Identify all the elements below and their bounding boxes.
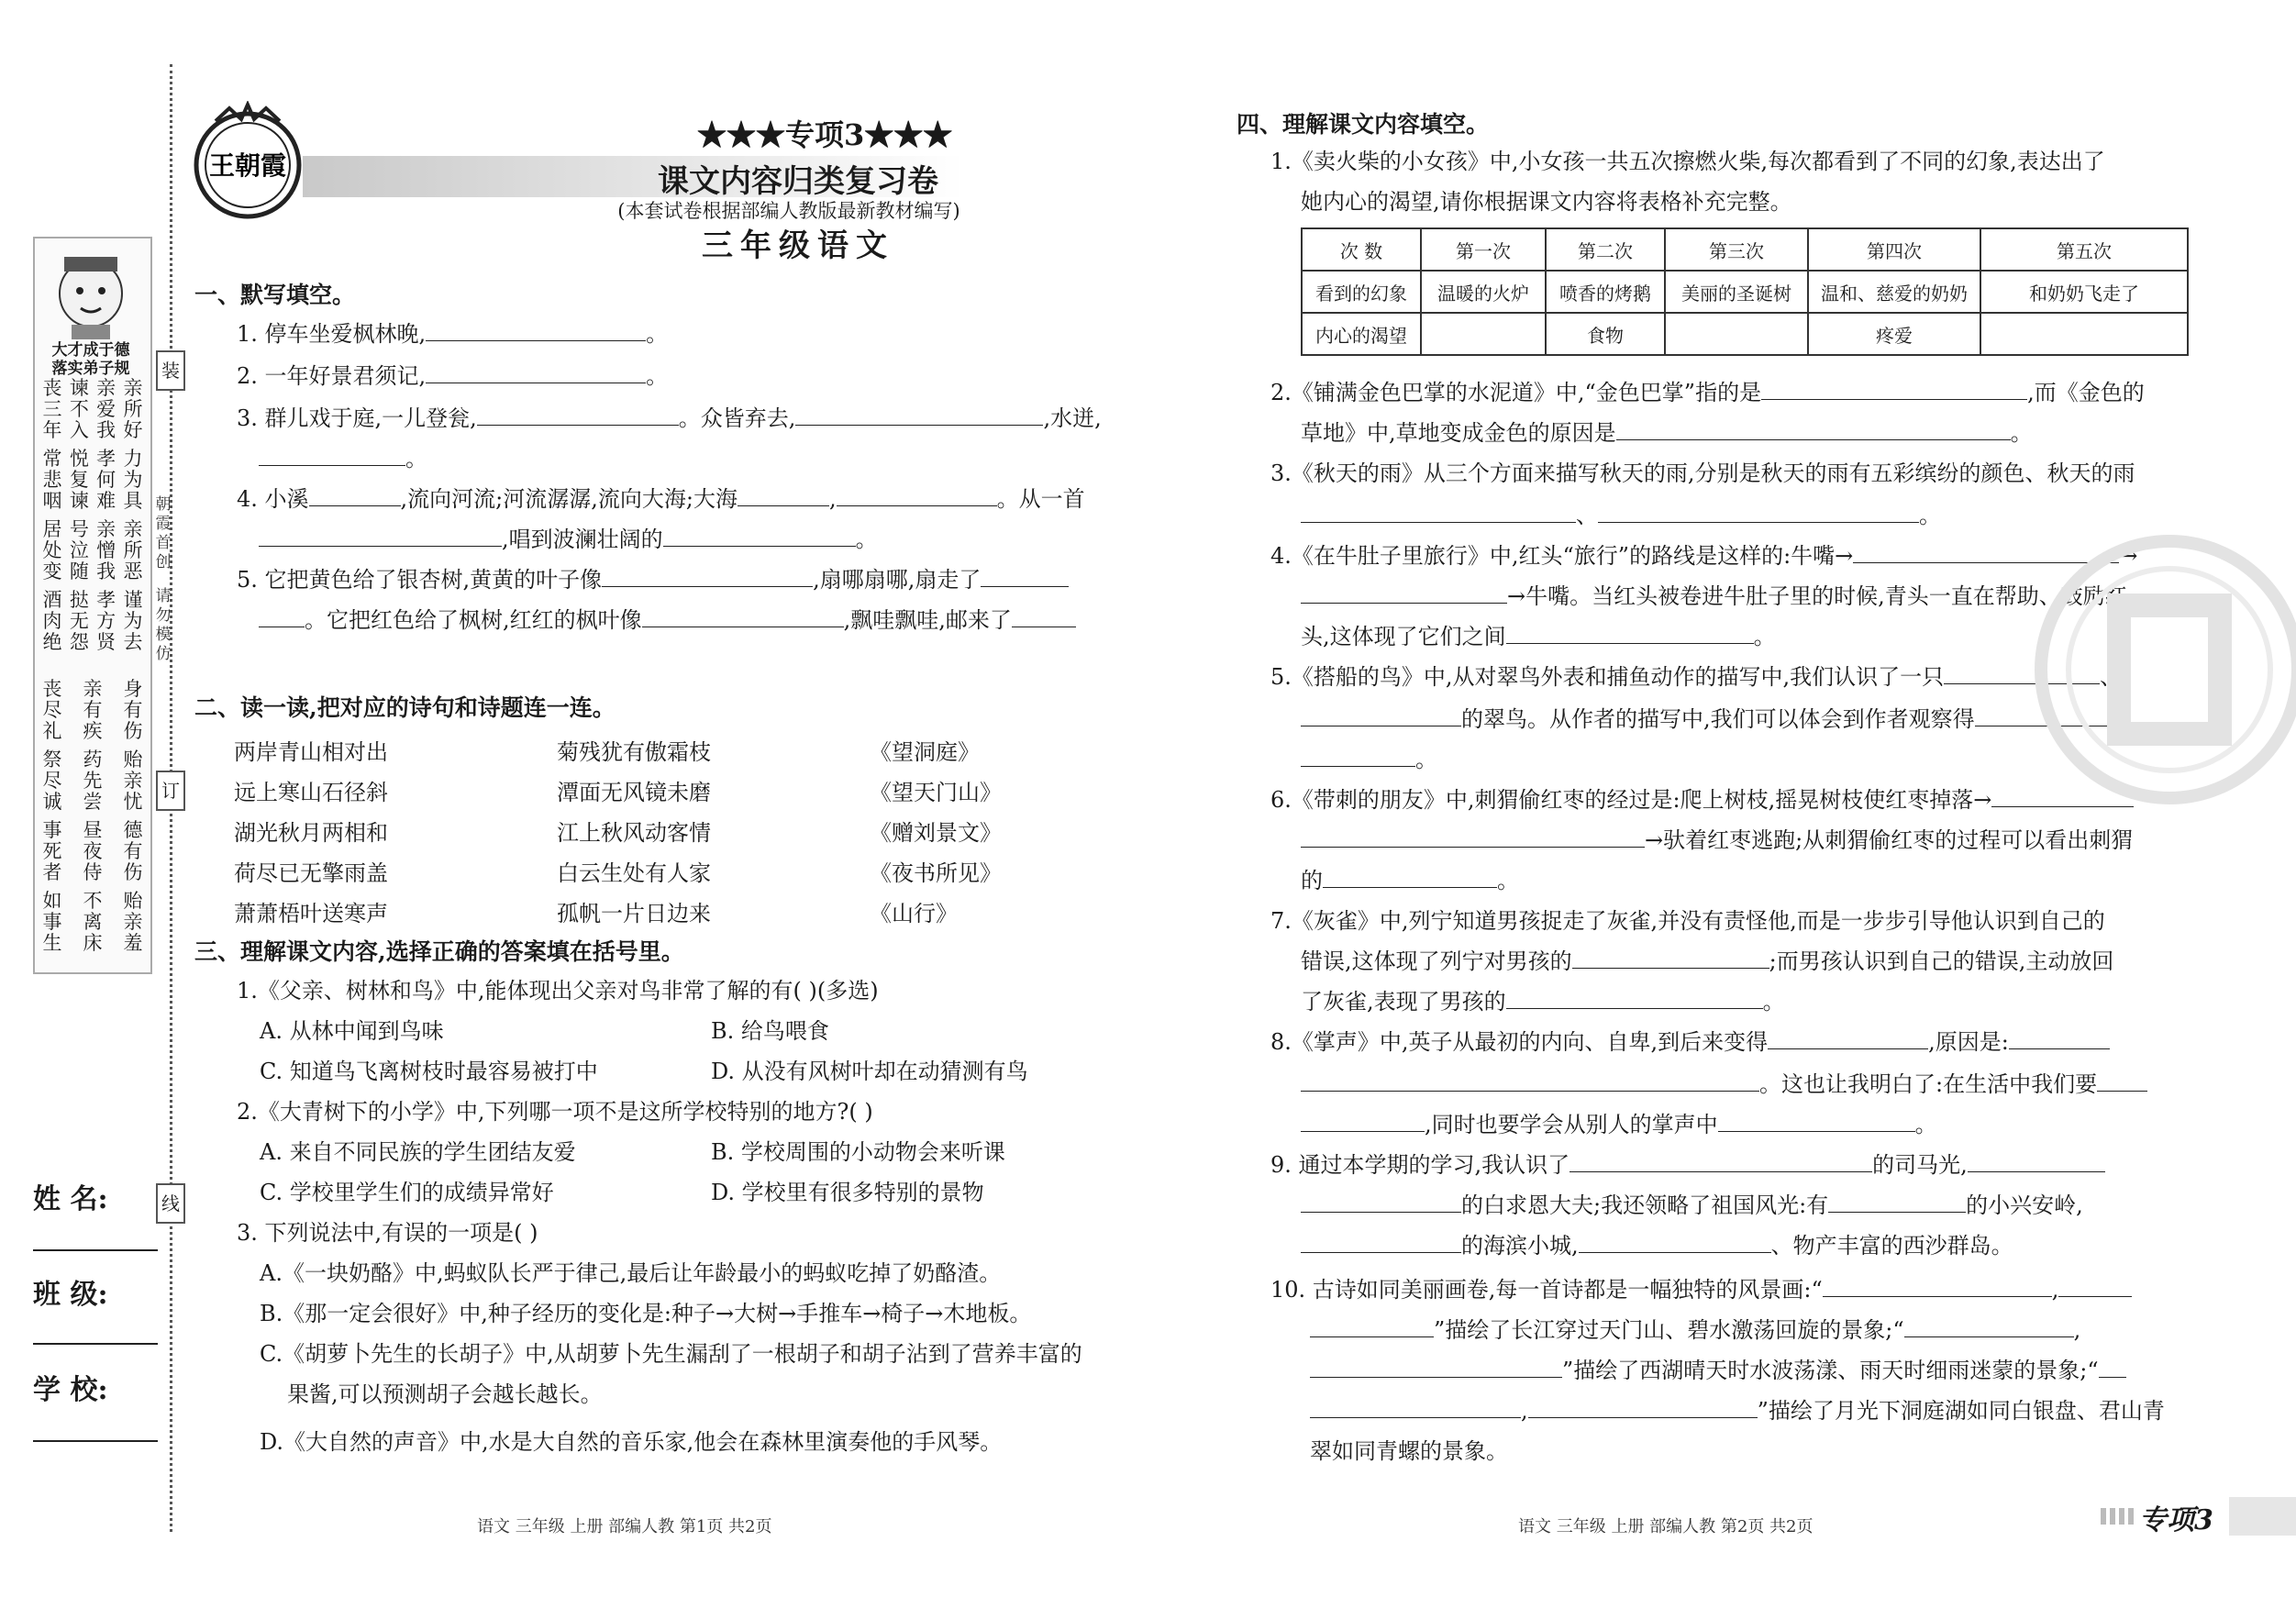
text: 。众皆弃去, [678, 405, 796, 431]
section4-title: 四、理解课文内容填空。 [1237, 111, 1490, 138]
text: 。 [1762, 989, 1785, 1015]
s3-q2-opt-c[interactable]: C. 学校里学生们的成绩异常好 [260, 1180, 554, 1205]
text: 的翠鸟。从作者的描写中,我们可以体会到作者观察得 [1461, 706, 1975, 732]
answer-blank[interactable] [1301, 1232, 1461, 1253]
text: 5. 它把黄色给了银杏树,黄黄的叶子像 [237, 567, 603, 593]
text: 了灰雀,表现了男孩的 [1301, 989, 1506, 1015]
s4-q4 [1270, 541, 2137, 571]
text: ”描绘了长江穿过天门山、碧水激荡回旋的景象;“ [1434, 1317, 1904, 1343]
s1-q5-cont [259, 605, 1076, 635]
proverb-segment: 亲所好 [123, 377, 143, 441]
proverb-column [42, 679, 62, 954]
answer-blank[interactable] [738, 485, 829, 506]
text: →驮着红枣逃跑;从刺猬偷红枣的过程可以看出刺猬 [1645, 827, 2134, 853]
mascot-icon [37, 240, 145, 341]
s4-q6-cont2 [1301, 866, 1519, 895]
section3-title: 三、理解课文内容,选择正确的答案填在括号里。 [194, 938, 684, 965]
text: 。 [1415, 747, 1437, 772]
proverb-segment: 身有伤 [123, 678, 143, 742]
text: 、 [1576, 503, 1598, 528]
s3-q1-opt-b[interactable]: B. 给鸟喂食 [711, 1018, 829, 1044]
text: 。 [405, 446, 427, 471]
s4-q7-cont2 [1301, 987, 1785, 1016]
text: 4.《在牛肚子里旅行》中,红头“旅行”的路线是这样的:牛嘴→ [1270, 543, 1854, 569]
poem-line-second[interactable]: 白云生处有人家 [557, 860, 711, 886]
table-cell: 温暖的火炉 [1421, 271, 1546, 313]
text: 、物产丰富的西沙群岛。 [1770, 1233, 2013, 1259]
s1-q5 [237, 565, 1069, 594]
s4-q8-cont2 [1301, 1110, 1937, 1139]
s4-q4-cont2 [1301, 622, 1776, 651]
text: 、 [2100, 664, 2123, 690]
name-label: 姓 名: [33, 1183, 108, 1215]
s4-q3: 3.《秋天的雨》从三个方面来描写秋天的雨,分别是秋天的雨有五彩缤纷的颜色、秋天的雨 [1270, 460, 2135, 486]
s3-q2: 2.《大青树下的小学》中,下列哪一项不是这所学校特别的地方?( ) [237, 1099, 873, 1125]
table-header-row [1302, 228, 2188, 271]
answer-blank[interactable] [2097, 1070, 2147, 1092]
s4-q3-cont [1301, 501, 1941, 530]
s4-q5-cont [1301, 704, 2131, 734]
answer-blank[interactable] [1301, 582, 1507, 604]
answer-blank[interactable] [2058, 1276, 2132, 1297]
class-line[interactable] [33, 1343, 158, 1345]
text: 。 [1919, 503, 1941, 528]
text: 10. 古诗如同美丽画卷,每一首诗都是一幅独特的风景画:“ [1270, 1277, 1823, 1303]
answer-blank[interactable] [1828, 1192, 1966, 1213]
poem-line-second[interactable]: 菊残犹有傲霜枝 [557, 739, 711, 765]
s3-q2-opt-a[interactable]: A. 来自不同民族的学生团结友爱 [260, 1139, 576, 1165]
s4-q5 [1270, 662, 2122, 692]
table-cell: 温和、慈爱的奶奶 [1808, 271, 1980, 313]
proverb-segment: 如事生 [42, 890, 62, 954]
binding-note-1: 朝霞首创 [155, 495, 172, 571]
answer-blank[interactable] [1012, 606, 1076, 627]
s4-q8-cont [1301, 1070, 2147, 1099]
s4-q4-cont [1301, 582, 2127, 611]
proverb-segment: 事死者 [42, 819, 62, 883]
s4-q10-cont3 [1310, 1396, 2165, 1425]
s4-q8 [1270, 1027, 2110, 1057]
poem-titles [870, 732, 1002, 934]
table-cell: 看到的幻象 [1302, 271, 1421, 313]
poem-lines-a [234, 732, 388, 934]
table-row [1302, 313, 2188, 355]
text: ,扇哪扇哪,扇走了 [813, 567, 982, 593]
text: 。 [855, 527, 878, 552]
text: 。从一首 [996, 486, 1085, 512]
s4-q9-cont2 [1301, 1231, 2013, 1260]
binding-char-ding: 订 [156, 771, 185, 811]
s3-q3-opt-a[interactable]: A.《一块奶酪》中,蚂蚁队长严于律己,最后让年龄最小的蚂蚁吃掉了奶酪渣。 [260, 1260, 1002, 1286]
poem-line-second[interactable]: 孤帆一片日边来 [557, 901, 711, 926]
s4-q7-cont [1301, 947, 2113, 976]
text: 8.《掌声》中,英子从最初的内向、自卑,到后来变得 [1270, 1029, 1769, 1055]
proverb-column [96, 378, 116, 653]
s4-q9 [1270, 1150, 2105, 1180]
answer-blank[interactable] [1301, 826, 1645, 848]
table-answer-cell[interactable] [1980, 313, 2188, 355]
proverb-segment: 号泣随 [69, 518, 89, 582]
answer-blank[interactable] [309, 485, 401, 506]
text: 6.《带刺的朋友》中,刺猬偷红枣的经过是:爬上树枝,摇晃树枝使红枣掉落→ [1270, 787, 1992, 813]
match-girl-table [1301, 227, 2189, 356]
proverb-segment: 谨为去 [123, 589, 143, 653]
answer-blank[interactable] [259, 606, 305, 627]
answer-blank[interactable] [642, 606, 844, 627]
s3-q3: 3. 下列说法中,有误的一项是( ) [237, 1220, 538, 1246]
s1-q4 [237, 484, 1085, 514]
proverb-segment: 不离床 [83, 890, 103, 954]
corner-dots [2101, 1508, 2134, 1525]
answer-blank[interactable] [1323, 867, 1497, 888]
text: ,而《金色的 [2027, 380, 2145, 405]
text: ,水迸, [1043, 405, 1102, 431]
text: ;而男孩认识到自己的错误,主动放回 [1769, 948, 2114, 974]
school-line[interactable] [33, 1440, 158, 1442]
answer-blank[interactable] [795, 405, 1043, 426]
table-cell: 第一次 [1421, 228, 1546, 271]
text: ,流向河流;河流潺潺,流向大海;大海 [400, 486, 738, 512]
proverb-column [69, 378, 89, 653]
corner-label: 专项3 [2139, 1504, 2213, 1536]
answer-blank[interactable] [1310, 1357, 1562, 1378]
proverb-segment: 亲有疾 [83, 678, 103, 742]
text: ,唱到波澜壮阔的 [502, 527, 663, 552]
proverb-segment: 酒肉绝 [42, 589, 62, 653]
answer-blank[interactable] [426, 362, 646, 383]
answer-blank[interactable] [259, 526, 502, 547]
poem-line-second[interactable]: 江上秋风动客情 [557, 820, 711, 846]
text: 错误,这体现了列宁对男孩的 [1301, 948, 1572, 974]
table-cell: 喷香的烤鹅 [1546, 271, 1665, 313]
mascot-caption-line: 大才成于德 [51, 341, 130, 360]
proverb-segment: 悦复谏 [69, 448, 89, 512]
name-line[interactable] [33, 1249, 158, 1251]
answer-blank[interactable] [477, 405, 679, 426]
answer-blank[interactable] [837, 485, 997, 506]
poem-title[interactable]: 《赠刘景文》 [870, 820, 1002, 846]
mascot-caption-line: 落实弟子规 [51, 360, 130, 378]
text: 3. 群儿戏于庭,一儿登瓮, [237, 405, 477, 431]
text: 。 [1753, 624, 1776, 649]
proverb-segment: 昼夜侍 [83, 819, 103, 883]
s3-q1-opt-c[interactable]: C. 知道鸟飞离树枝时最容易被打中 [260, 1059, 598, 1084]
answer-blank[interactable] [1968, 1151, 2105, 1172]
proverb-segment: 亲爱我 [96, 377, 116, 441]
text: 的小兴安岭, [1966, 1192, 2083, 1218]
watermark-stamp-icon [2032, 532, 2296, 807]
s3-q1: 1.《父亲、树林和鸟》中,能体现出父亲对鸟非常了解的有( )(多选) [237, 978, 879, 1004]
binding-note-2: 请勿模仿 [155, 587, 172, 663]
answer-blank[interactable] [1823, 1276, 2052, 1297]
table-cell: 美丽的圣诞树 [1665, 271, 1808, 313]
s4-q1-line2: 她内心的渴望,请你根据课文内容将表格补充完整。 [1301, 189, 1792, 215]
proverb-block-2 [42, 679, 143, 954]
binding-char-zhuang: 装 [156, 350, 185, 391]
section2-title: 二、读一读,把对应的诗句和诗题连一连。 [194, 694, 616, 721]
text: 4. 小溪 [237, 486, 309, 512]
answer-blank[interactable] [1904, 1316, 2074, 1337]
table-cell: 第四次 [1808, 228, 1980, 271]
text: 。 [1497, 868, 1519, 893]
proverb-column [123, 378, 143, 653]
s1-q3 [237, 404, 1102, 433]
text: 头,这体现了它们之间 [1301, 624, 1506, 649]
s4-q2 [1270, 378, 2145, 407]
proverb-segment: 孝何难 [96, 448, 116, 512]
table-answer-cell[interactable] [1421, 313, 1546, 355]
answer-blank[interactable] [1301, 1192, 1461, 1213]
poem-title[interactable]: 《夜书所见》 [870, 860, 1002, 886]
answer-blank[interactable] [981, 566, 1069, 587]
proverb-segment: 孝方贤 [96, 589, 116, 653]
proverb-segment: 药先尝 [83, 749, 103, 813]
table-cell: 和奶奶飞走了 [1980, 271, 2188, 313]
text: 的海滨小城, [1461, 1233, 1579, 1259]
s4-q10-cont [1310, 1315, 2080, 1345]
table-cell: 第二次 [1546, 228, 1665, 271]
answer-blank[interactable] [663, 526, 856, 547]
answer-blank[interactable] [1301, 1070, 1759, 1092]
proverb-segment: 德有伤 [123, 819, 143, 883]
text: 9. 通过本学期的学习,我认识了 [1270, 1152, 1570, 1178]
text: 。它把红色给了枫树,红红的枫叶像 [305, 607, 642, 633]
text: , [1521, 1398, 1528, 1424]
s1-q4-cont [259, 525, 878, 554]
s1-q3-cont [259, 444, 427, 473]
poem-line-second[interactable]: 潭面无风镜未磨 [557, 780, 711, 805]
table-cell: 食物 [1546, 313, 1665, 355]
s1-q1 [237, 319, 668, 349]
poem-title[interactable]: 《望洞庭》 [870, 739, 980, 765]
answer-blank[interactable] [1301, 746, 1415, 767]
text: 的司马光, [1872, 1152, 1968, 1178]
class-label: 班 级: [33, 1279, 108, 1311]
proverb-block-1 [42, 378, 143, 653]
subject-title: 三年级语文 [702, 227, 894, 264]
table-row [1302, 271, 2188, 313]
text: 的白求恩大夫;我还领略了祖国风光:有 [1461, 1192, 1829, 1218]
answer-blank[interactable] [1768, 1028, 1928, 1049]
poem-line-first[interactable]: 两岸青山相对出 [234, 739, 388, 765]
s4-q7: 7.《灰雀》中,列宁知道男孩捉走了灰雀,并没有责怪他,而是一步步引导他认识到自己的 [1270, 908, 2105, 934]
s4-q10-cont4: 翠如同青螺的景象。 [1310, 1438, 1508, 1464]
section1-title: 一、默写填空。 [194, 282, 356, 308]
poem-lines-b [557, 732, 711, 934]
text: , [2051, 1277, 2059, 1303]
s3-q2-opt-d[interactable]: D. 学校里有很多特别的景物 [711, 1180, 984, 1205]
answer-blank[interactable] [2099, 1357, 2126, 1378]
table-cell: 疼爱 [1808, 313, 1980, 355]
text: 草地》中,草地变成金色的原因是 [1301, 420, 1616, 446]
poem-line-first[interactable]: 荷尽已无擎雨盖 [234, 860, 388, 886]
answer-blank[interactable] [1506, 988, 1763, 1009]
answer-blank[interactable] [1528, 1397, 1758, 1418]
proverb-segment: 力为具 [123, 448, 143, 512]
text: ”描绘了月光下洞庭湖如同白银盘、君山青 [1757, 1398, 2165, 1424]
text: 。 [2010, 420, 2033, 446]
s3-q3-opt-b[interactable]: B.《那一定会很好》中,种子经历的变化是:种子→大树→手推车→椅子→木地板。 [260, 1301, 1032, 1326]
s3-q3-opt-d[interactable]: D.《大自然的声音》中,水是大自然的音乐家,他会在森林里演奏他的手风琴。 [260, 1429, 1003, 1455]
answer-blank[interactable] [1301, 705, 1461, 726]
footer-left: 语文 三年级 上册 部编人教 第1页 共2页 [477, 1517, 772, 1536]
brand-logo-icon [188, 101, 307, 220]
s3-q1-opt-d[interactable]: D. 从没有风树叶却在动猜测有鸟 [711, 1059, 1028, 1084]
text: ,原因是: [1928, 1029, 2009, 1055]
proverb-column [83, 679, 103, 954]
corner-series-tag [2101, 1497, 2296, 1536]
text: →牛嘴。当红头被卷进牛肚子里的时候,青头一直在帮助、鼓励红 [1507, 583, 2127, 609]
proverb-column [123, 679, 143, 954]
table-cell: 内心的渴望 [1302, 313, 1421, 355]
text: 的 [1301, 868, 1323, 893]
text: 5.《搭船的鸟》中,从对翠鸟外表和捕鱼动作的描写中,我们认识了一只 [1270, 664, 1945, 690]
proverb-segment: 挞无怨 [69, 589, 89, 653]
series-label: ★★★专项3★★★ [697, 117, 953, 152]
text: , [2073, 1317, 2081, 1343]
answer-blank[interactable] [1506, 623, 1754, 644]
answer-blank[interactable] [1310, 1397, 1521, 1418]
s4-q9-cont [1301, 1191, 2083, 1220]
proverb-segment: 贻亲忧 [123, 749, 143, 813]
text: → [2119, 543, 2138, 569]
proverb-segment: 贻亲羞 [123, 890, 143, 954]
table-answer-cell[interactable] [1665, 313, 1808, 355]
text: ”描绘了西湖晴天时水波荡漾、雨天时细雨迷蒙的景象;“ [1562, 1358, 2099, 1383]
logo-text: 王朝霞 [208, 150, 287, 181]
proverb-segment: 丧三年 [42, 377, 62, 441]
text: 。 [1914, 1112, 1937, 1137]
s4-q5-cont2 [1301, 745, 1437, 774]
text: ,同时也要学会从别人的掌声中 [1425, 1112, 1718, 1137]
corner-bar [2229, 1497, 2296, 1536]
page-title: 课文内容归类复习卷 [658, 163, 938, 200]
poem-line-first[interactable]: 远上寒山石径斜 [234, 780, 388, 805]
school-label: 学 校: [33, 1374, 108, 1406]
answer-blank[interactable] [1579, 1232, 1771, 1253]
mascot-caption [33, 341, 149, 378]
text: 。 [646, 321, 669, 347]
poem-title[interactable]: 《山行》 [870, 901, 958, 926]
s4-q10 [1270, 1275, 2132, 1304]
proverb-segment: 丧尽礼 [42, 678, 62, 742]
s4-q6 [1270, 785, 2134, 815]
proverb-segment: 亲所恶 [123, 518, 143, 582]
text: , [828, 486, 837, 512]
answer-blank[interactable] [1301, 1111, 1425, 1132]
answer-blank[interactable] [1616, 419, 2011, 440]
proverb-segment: 常悲咽 [42, 448, 62, 512]
answer-blank[interactable] [1569, 1151, 1872, 1172]
answer-blank[interactable] [1310, 1316, 1434, 1337]
s3-q2-opt-b[interactable]: B. 学校周围的小动物会来听课 [711, 1139, 1005, 1165]
table-cell: 次 数 [1302, 228, 1421, 271]
s4-q2-cont [1301, 418, 2033, 448]
text: 。 [646, 363, 669, 389]
s4-q6-cont [1301, 826, 2133, 855]
s3-q3-opt-c[interactable]: C.《胡萝卜先生的长胡子》中,从胡萝卜先生漏刮了一根胡子和胡子沾到了营养丰富的 [260, 1341, 1082, 1367]
table-cell: 第三次 [1665, 228, 1808, 271]
binding-char-xian: 线 [156, 1183, 185, 1224]
poem-title[interactable]: 《望天门山》 [870, 780, 1002, 805]
s3-q3-opt-c-cont: 果酱,可以预测胡子会越长越长。 [287, 1381, 603, 1407]
answer-blank[interactable] [1301, 502, 1576, 523]
footer-right: 语文 三年级 上册 部编人教 第2页 共2页 [1518, 1517, 1814, 1536]
text: 2.《铺满金色巴掌的水泥道》中,“金色巴掌”指的是 [1270, 380, 1762, 405]
answer-blank[interactable] [1598, 502, 1919, 523]
text: 1. 停车坐爱枫林晚, [237, 321, 427, 347]
answer-blank[interactable] [1761, 379, 2027, 400]
s1-q2 [237, 361, 668, 391]
answer-blank[interactable] [259, 445, 405, 466]
text: 。这也让我明白了:在生活中我们要 [1759, 1071, 2098, 1097]
proverb-segment: 祭尽诚 [42, 749, 62, 813]
answer-blank[interactable] [2009, 1028, 2110, 1049]
text: ,飘哇飘哇,邮来了 [843, 607, 1012, 633]
answer-blank[interactable] [602, 566, 813, 587]
proverb-segment: 居处变 [42, 518, 62, 582]
proverb-segment: 谏不入 [69, 377, 89, 441]
table-cell: 第五次 [1980, 228, 2188, 271]
answer-blank[interactable] [1718, 1111, 1915, 1132]
s4-q1-line1: 1.《卖火柴的小女孩》中,小女孩一共五次擦燃火柴,每次都看到了不同的幻象,表达出了 [1270, 149, 2105, 174]
edition-note: (本套试卷根据部编人教版最新教材编写) [617, 200, 960, 222]
s3-q1-opt-a[interactable]: A. 从林中闻到鸟味 [260, 1018, 444, 1044]
s4-q10-cont2 [1310, 1356, 2126, 1385]
answer-blank[interactable] [426, 320, 646, 341]
poem-line-first[interactable]: 萧萧梧叶送寒声 [234, 901, 388, 926]
answer-blank[interactable] [1572, 948, 1769, 969]
proverb-column [42, 378, 62, 653]
proverb-segment: 亲憎我 [96, 518, 116, 582]
poem-line-first[interactable]: 湖光秋月两相和 [234, 820, 388, 846]
text: 2. 一年好景君须记, [237, 363, 427, 389]
